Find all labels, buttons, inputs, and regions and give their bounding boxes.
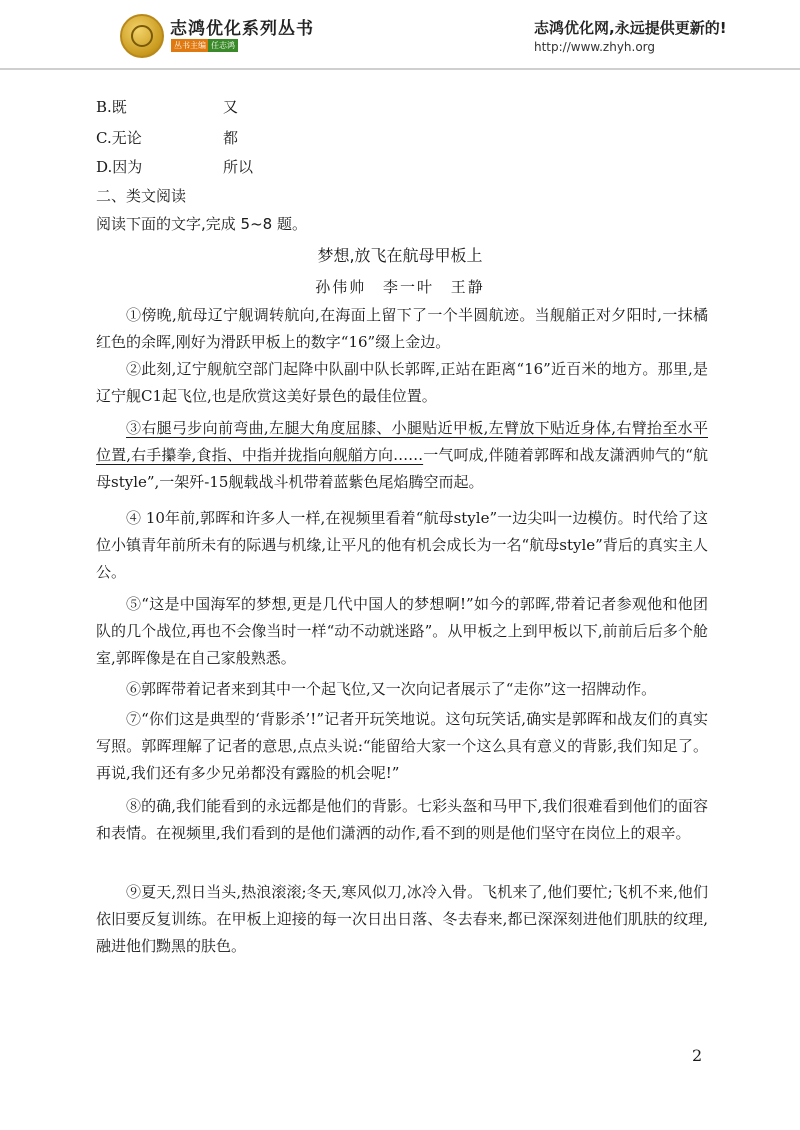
paragraph-3	[96, 415, 708, 496]
instruction: 阅读下面的文字,完成 5~8 题。	[96, 215, 307, 233]
editor-label: 丛书主编	[171, 39, 209, 52]
header-divider	[0, 68, 800, 70]
option-label: C.无论	[96, 129, 142, 147]
article-title: 梦想,放飞在航母甲板上	[317, 246, 483, 265]
underlined-passage: ③右腿弓步向前弯曲,左腿大角度屈膝、小腿贴近甲板,左臂放下贴近身体,右臂抬至水平位置,右手攥拳,食指、中指并拢指向舰艏方向……	[96, 419, 708, 464]
page-number: 2	[692, 1046, 703, 1065]
section-heading: 二、类文阅读	[96, 187, 187, 205]
article-authors: 孙伟帅 李一叶 王静	[315, 278, 485, 296]
site-url: http://www.zhyh.org	[534, 40, 656, 54]
paragraph-3-rest: 一气呵成,伴随着郭晖和战友潇洒帅气的“航母style”,一架歼-15舰载战斗机带着蓝紫色尾焰腾空而起。	[96, 446, 708, 491]
paragraph-8: ⑧的确,我们能看到的永远都是他们的背影。七彩头盔和马甲下,我们很难看到他们的面容和表情。在视频里,我们看到的是他们潇洒的动作,看不到的则是他们坚守在岗位上的艰辛。	[96, 797, 708, 842]
paragraph-7: ⑦“你们这是典型的‘背影杀’!”记者开玩笑地说。这句玩笑话,确实是郭晖和战友们的真实写照。郭晖理解了记者的意思,点点头说:“能留给大家一个这么具有意义的背影,我们知足了。再说,我们还有多少兄弟都没有露脸的机会呢!”	[96, 710, 708, 782]
editor-name: 任志鸿	[208, 39, 238, 52]
paragraph-2: ②此刻,辽宁舰航空部门起降中队副中队长郭晖,正站在距离“16”近百米的地方。那里,是辽宁舰C1起飞位,也是欣赏这美好景色的最佳位置。	[96, 360, 708, 405]
page-header	[0, 0, 800, 70]
site-slogan: 志鸿优化网,永远提供更新的!	[534, 19, 727, 37]
option-d	[96, 157, 254, 177]
series-logo-icon	[120, 14, 164, 58]
paragraph-1: ①傍晚,航母辽宁舰调转航向,在海面上留下了一个半圆航迹。当舰艏正对夕阳时,一抹橘红色的余晖,刚好为滑跃甲板上的数字“16”缀上金边。	[96, 306, 708, 351]
paragraph-4: ④ 10年前,郭晖和许多人一样,在视频里看着“航母style”一边尖叫一边模仿。时代给了这位小镇青年前所未有的际遇与机缘,让平凡的他有机会成长为一名“航母style”背后的真实主人公。	[96, 509, 708, 581]
option-label: B.既	[96, 98, 127, 116]
option-second: 都	[223, 129, 239, 147]
option-second: 所以	[223, 158, 254, 176]
option-label: D.因为	[96, 158, 143, 176]
option-second: 又	[223, 98, 239, 116]
option-b	[96, 97, 239, 117]
paragraph-9: ⑨夏天,烈日当头,热浪滚滚;冬天,寒风似刀,冰冷入骨。飞机来了,他们要忙;飞机不来,他们依旧要反复训练。在甲板上迎接的每一次日出日落、冬去春来,都已深深刻进他们肌肤的纹理,融进他们黝黑的肤色。	[96, 883, 708, 955]
option-c	[96, 128, 239, 148]
paragraph-6: ⑥郭晖带着记者来到其中一个起飞位,又一次向记者展示了“走你”这一招牌动作。	[126, 680, 657, 698]
series-title: 志鸿优化系列丛书	[170, 19, 314, 39]
paragraph-5: ⑤“这是中国海军的梦想,更是几代中国人的梦想啊!”如今的郭晖,带着记者参观他和他团队的几个战位,再也不会像当时一样“动不动就迷路”。从甲板之上到甲板以下,前前后后多个舱室,郭晖像是在自己家般熟悉。	[96, 595, 708, 667]
